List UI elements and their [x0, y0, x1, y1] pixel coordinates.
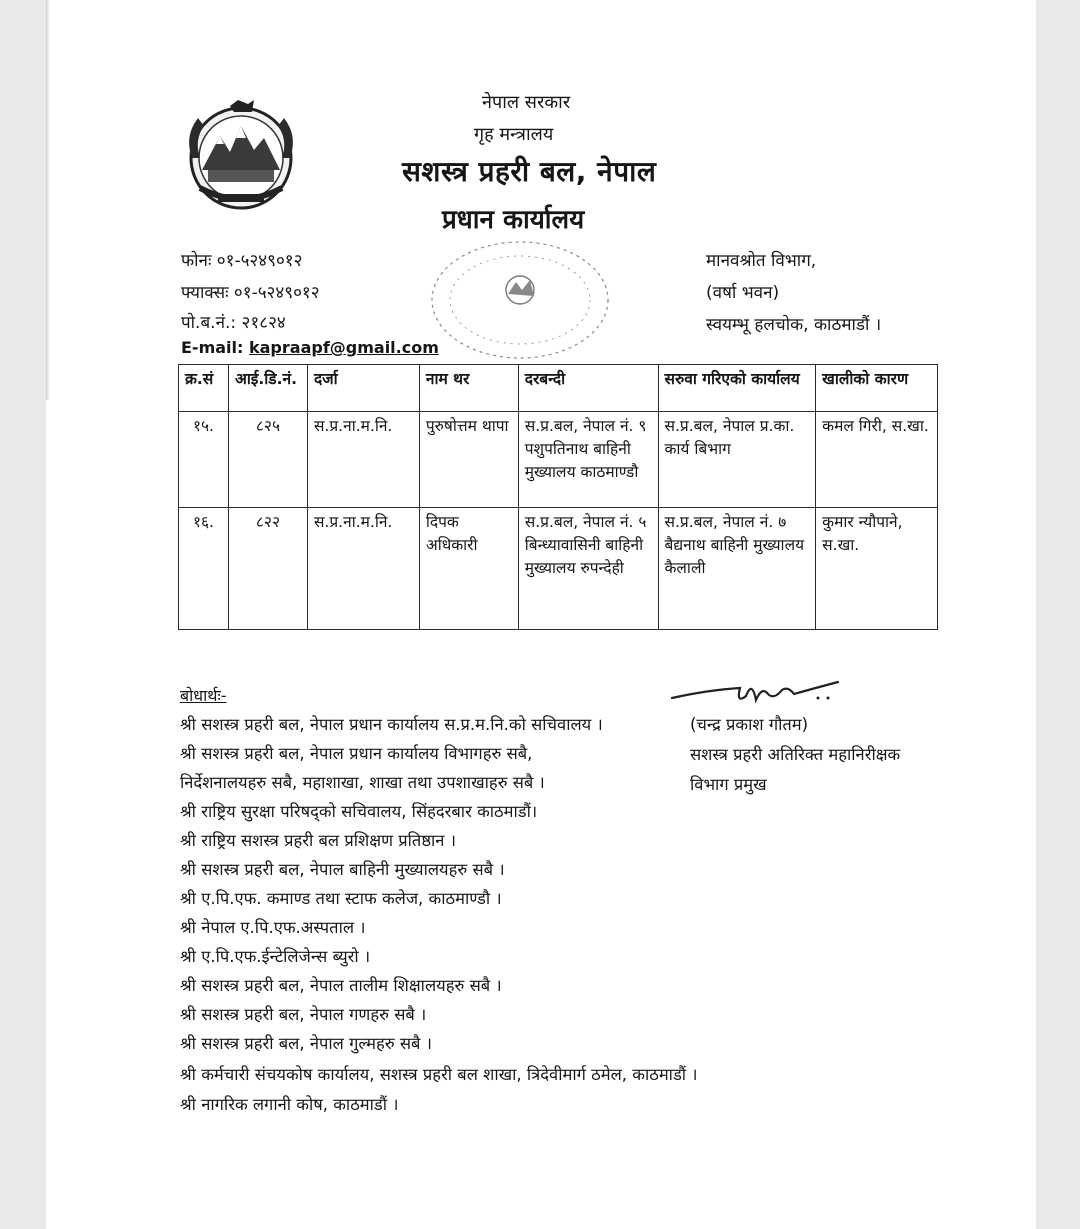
cell-id: ८२५ [228, 412, 307, 508]
email-line [181, 338, 439, 357]
cell-vacancy-reason: कुमार न्यौपाने, स.खा. [816, 508, 938, 630]
nepal-government-emblem-icon [178, 96, 304, 214]
header-posting: दरबन्दी [518, 365, 658, 412]
po-box: पो.ब.नं.: २१८२४ [181, 313, 286, 333]
cell-transferred-office: स.प्र.बल, नेपाल नं. ७ बैद्यनाथ बाहिनी मुख्यालय कैलाली [658, 508, 816, 630]
cc-item: श्री नेपाल ए.पि.एफ.अस्पताल । [180, 918, 366, 937]
cell-name: दिपक अधिकारी [419, 508, 518, 630]
government-title: नेपाल सरकार [482, 92, 571, 113]
cc-item: श्री सशस्त्र प्रहरी बल, नेपाल तालीम शिक्षालयहरु सबै । [180, 976, 502, 995]
cell-serial: १६. [179, 508, 229, 630]
cc-item: श्री नागरिक लगानी कोष, काठमाडौं । [180, 1095, 399, 1114]
department-name: मानवश्रोत विभाग, [706, 251, 817, 271]
cc-item: श्री सशस्त्र प्रहरी बल, नेपाल गुल्महरु सबै । [180, 1034, 432, 1053]
table-header-row [179, 365, 938, 412]
cc-item: श्री कर्मचारी संचयकोष कार्यालय, सशस्त्र प्रहरी बल शाखा, त्रिदेवीमार्ग ठमेल, काठमाडौं । [180, 1065, 698, 1084]
email-link[interactable]: kapraapf@gmail.com [248, 338, 439, 357]
signatory-name: (चन्द्र प्रकाश गौतम) [690, 715, 809, 734]
cc-item: श्री ए.पि.एफ.ईन्टेलिजेन्स ब्युरो । [180, 947, 371, 966]
department-address: स्वयम्भू हलचोक, काठमाडौं । [706, 315, 882, 335]
signatory-title: सशस्त्र प्रहरी अतिरिक्त महानिरीक्षक [690, 745, 901, 764]
cell-id: ८२२ [228, 508, 307, 630]
cell-transferred-office: स.प्र.बल, नेपाल प्र.का. कार्य बिभाग [658, 412, 816, 508]
cc-item: श्री सशस्त्र प्रहरी बल, नेपाल बाहिनी मुख्यालयहरु सबै । [180, 860, 505, 879]
cc-item: श्री ए.पि.एफ. कमाण्ड तथा स्टाफ कलेज, काठमाण्डौ । [180, 889, 502, 908]
cell-rank: स.प्र.ना.म.नि. [307, 508, 419, 630]
email-label: E-mail: [181, 338, 244, 357]
cell-name: पुरुषोत्तम थापा [419, 412, 518, 508]
office-title: प्रधान कार्यालय [442, 205, 585, 235]
header-rank: दर्जा [307, 365, 419, 412]
official-stamp [420, 238, 610, 368]
table-row [179, 412, 938, 508]
fax-number: फ्याक्सः ०१-५२४९०१२ [181, 283, 320, 303]
cell-serial: १५. [179, 412, 229, 508]
ministry-title: गृह मन्त्रालय [474, 124, 554, 145]
header-id: आई.डि.नं. [228, 365, 307, 412]
phone-number: फोनः ०१-५२४९०१२ [181, 251, 303, 271]
cc-item: श्री सशस्त्र प्रहरी बल, नेपाल गणहरु सबै । [180, 1005, 427, 1024]
header-serial: क्र.सं [179, 365, 229, 412]
cell-posting: स.प्र.बल, नेपाल नं. ५ बिन्ध्यावासिनी बाहिनी मुख्यालय रुपन्देही [518, 508, 658, 630]
cell-rank: स.प्र.ना.म.नि. [307, 412, 419, 508]
cc-item: श्री सशस्त्र प्रहरी बल, नेपाल प्रधान कार्यालय स.प्र.म.नि.को सचिवालय । [180, 715, 603, 734]
transfer-table [178, 364, 938, 630]
cc-item: निर्देशनालयहरु सबै, महाशाखा, शाखा तथा उपशाखाहरु सबै । [180, 773, 545, 792]
signatory-role: विभाग प्रमुख [690, 775, 767, 794]
cc-item: श्री सशस्त्र प्रहरी बल, नेपाल प्रधान कार्यालय विभागहरु सबै, [180, 744, 533, 763]
cc-item: श्री राष्ट्रिय सुरक्षा परिषद्को सचिवालय, सिंहदरबार काठमाडौं। [180, 802, 538, 821]
organization-title: सशस्त्र प्रहरी बल, नेपाल [402, 155, 657, 188]
cc-heading: बोधार्थः- [180, 686, 227, 705]
table-row [179, 508, 938, 630]
header-vacancy-reason: खालीको कारण [816, 365, 938, 412]
cell-vacancy-reason: कमल गिरी, स.खा. [816, 412, 938, 508]
header-transferred-office: सरुवा गरिएको कार्यालय [658, 365, 816, 412]
cc-item: श्री राष्ट्रिय सशस्त्र प्रहरी बल प्रशिक्षण प्रतिष्ठान । [180, 831, 456, 850]
department-building: (वर्षा भवन) [706, 283, 780, 303]
cell-posting: स.प्र.बल, नेपाल नं. ९ पशुपतिनाथ बाहिनी मुख्यालय काठमाण्डौ [518, 412, 658, 508]
header-name: नाम थर [419, 365, 518, 412]
